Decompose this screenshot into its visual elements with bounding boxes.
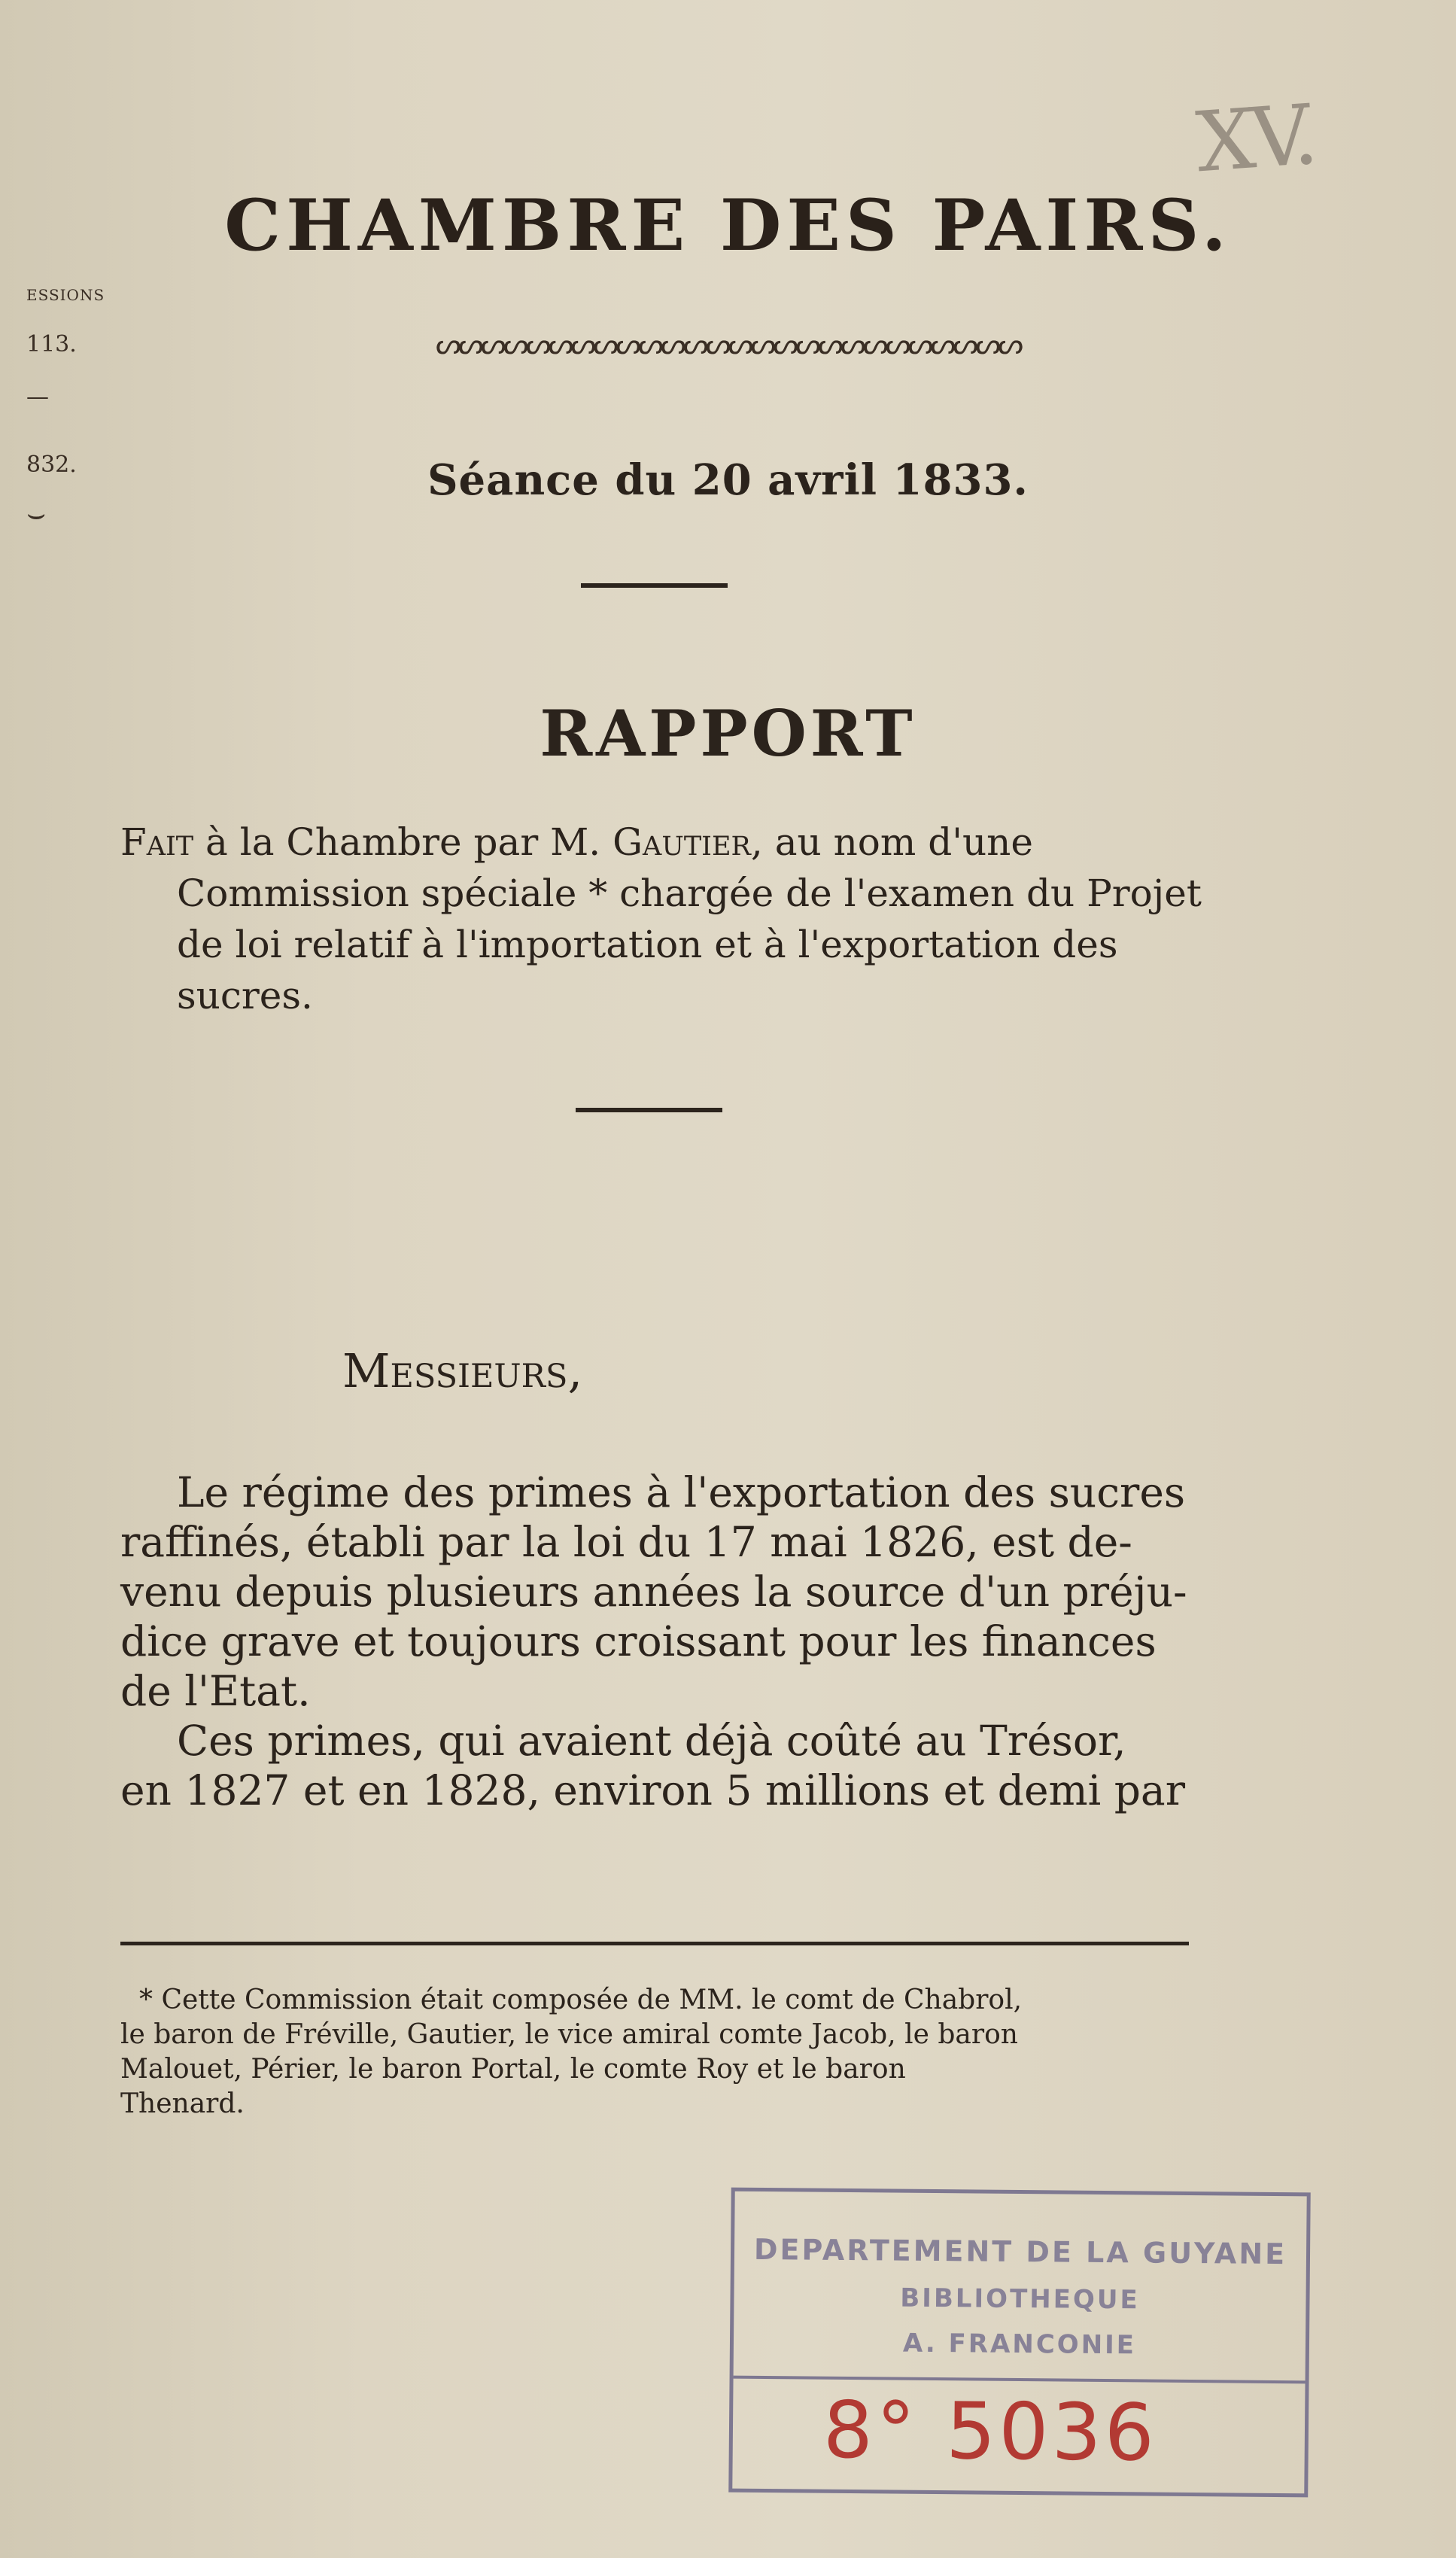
subtitle-line-4: sucres. <box>177 974 313 1017</box>
margin-note-sessions: ESSIONS <box>26 286 105 304</box>
stamp-catalog-number: 8° 5036 <box>822 2383 1158 2479</box>
margin-note-number: 113. <box>26 331 77 357</box>
subtitle-line-1: Fait à la Chambre par M. Gautier, au nom d'une <box>120 820 1033 864</box>
footnote-rule <box>120 1942 1189 1945</box>
body-line-1: Le régime des primes à l'exportation des sucres <box>177 1468 1186 1516</box>
footnote <box>120 1983 1189 2122</box>
shelf-mark: XV. <box>1193 86 1317 191</box>
stamp-library: BIBLIOTHEQUE <box>900 2283 1140 2316</box>
subtitle-line-3: de loi relatif à l'importation et à l'exportation des <box>177 923 1118 966</box>
body-text <box>120 1468 1189 1815</box>
footnote-line-3: Malouet, Périer, le baron Portal, le comte Roy et le baron <box>120 2054 906 2085</box>
ornament-divider: ᔕᔕᔕᔕᔕᔕᔕᔕᔕᔕᔕᔕᔕᔕᔕᔕᔕᔕᔕᔕᔕᔕᔕᔕᔕᔕ <box>436 327 1020 360</box>
margin-note-year: 832. <box>26 452 77 478</box>
stamp-department: DEPARTEMENT DE LA GUYANE <box>753 2232 1287 2271</box>
body-line-4: dice grave et toujours croissant pour les finances <box>120 1617 1157 1665</box>
chamber-title: CHAMBRE DES PAIRS. <box>224 184 1232 267</box>
body-line-6: Ces primes, qui avaient déjà coûté au Trésor, <box>177 1717 1126 1765</box>
short-rule-1 <box>581 583 728 588</box>
footnote-line-2: le baron de Fréville, Gautier, le vice amiral comte Jacob, le baron <box>120 2019 1018 2050</box>
body-line-3: venu depuis plusieurs années la source d'un préju- <box>120 1568 1187 1616</box>
stamp-location: A. FRANCONIE <box>902 2328 1137 2361</box>
report-subtitle <box>120 817 1202 1021</box>
salutation: Messieurs, <box>342 1343 583 1398</box>
report-heading: RAPPORT <box>540 696 916 771</box>
subtitle-line-2: Commission spéciale * chargée de l'examen du Projet <box>177 871 1202 915</box>
body-line-2: raffinés, établi par la loi du 17 mai 1826, est de- <box>120 1518 1132 1566</box>
short-rule-2 <box>576 1108 722 1112</box>
footnote-line-1: * Cette Commission était composée de MM. le comt de Chabrol, <box>139 1985 1023 2015</box>
library-stamp <box>728 2188 1311 2498</box>
body-line-5: de l'Etat. <box>120 1667 311 1715</box>
footnote-line-4: Thenard. <box>120 2088 245 2119</box>
margin-note-dash: — <box>26 384 49 410</box>
seance-date: Séance du 20 avril 1833. <box>427 455 1029 505</box>
margin-note-brace: ⌣ <box>26 497 47 531</box>
body-line-7: en 1827 et en 1828, environ 5 millions et demi par <box>120 1766 1186 1814</box>
stamp-divider <box>734 2376 1306 2384</box>
